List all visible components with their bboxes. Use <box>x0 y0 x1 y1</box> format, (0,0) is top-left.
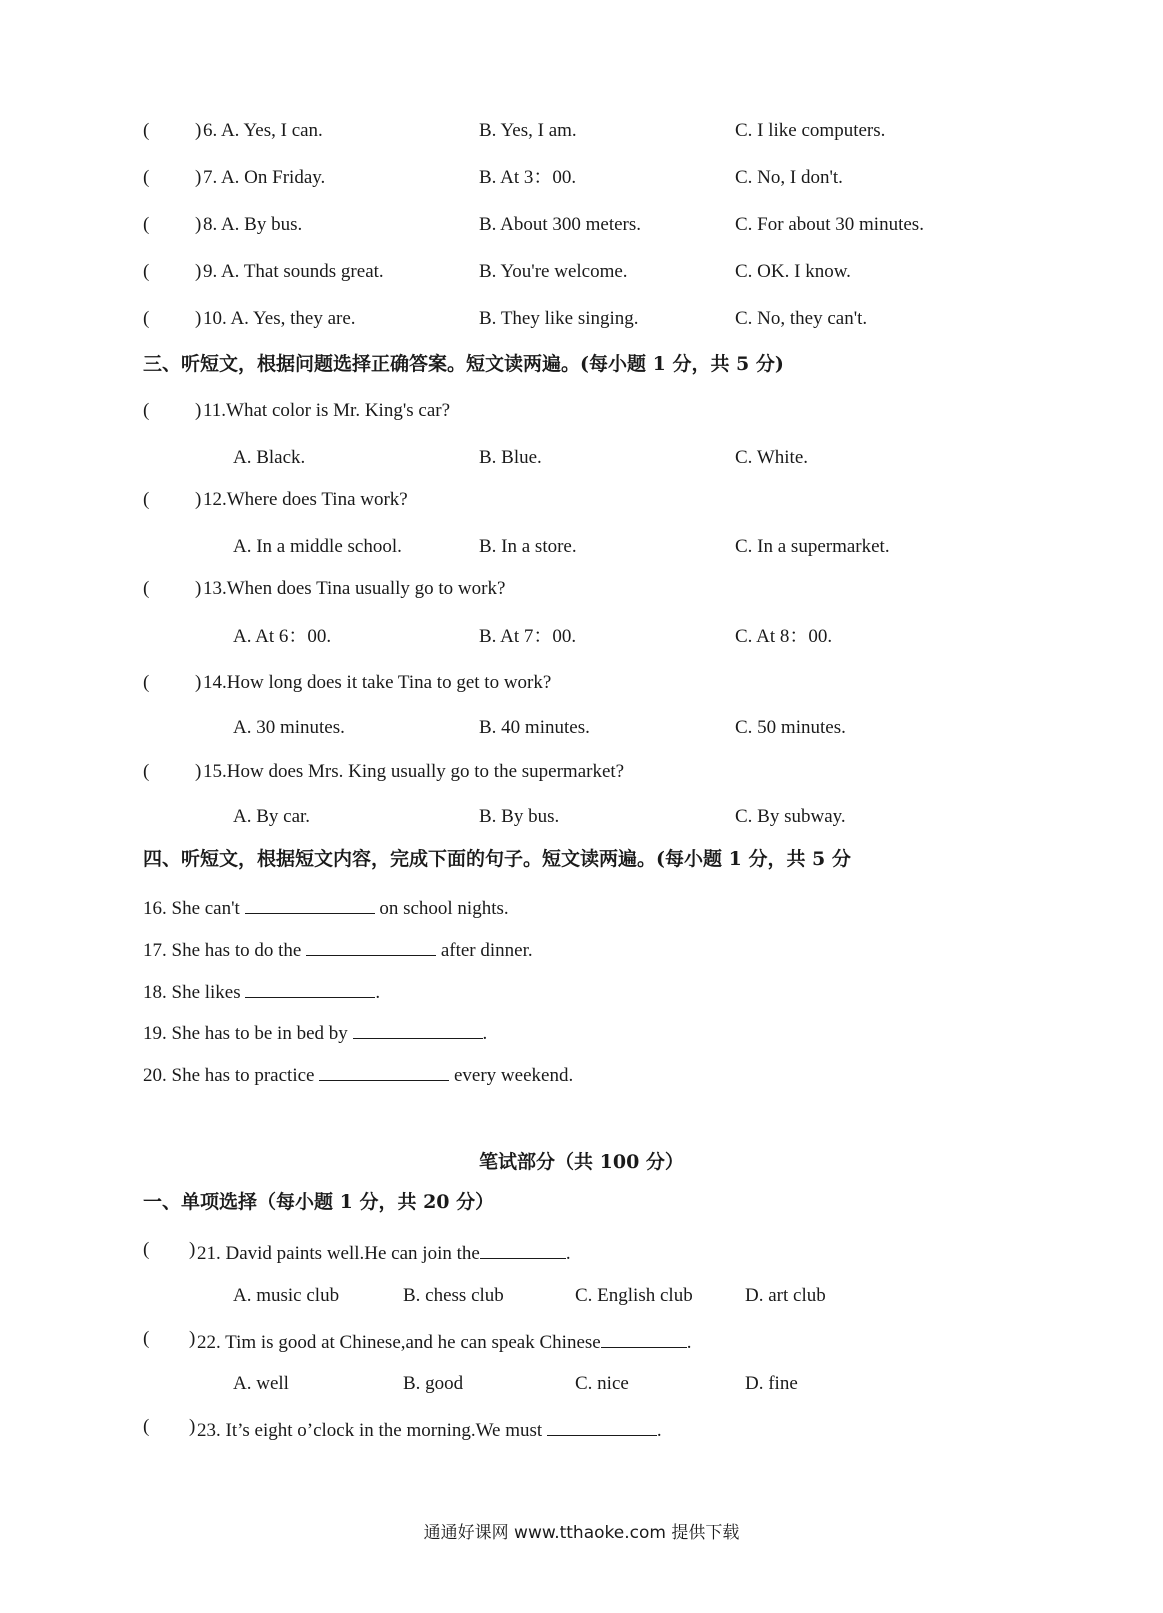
question-end: . <box>656 1420 662 1441</box>
option-c: C. I like computers. <box>735 120 886 141</box>
option-d: D. fine <box>745 1373 798 1394</box>
answer-paren-open: ( <box>143 261 150 282</box>
question-text: 14.How long does it take Tina to get to work? <box>203 672 552 693</box>
option-b: B. You're welcome. <box>479 261 628 282</box>
footer-download-note: 通通好课网 www.tthaoke.com 提供下载 <box>423 1523 740 1543</box>
option-a: A. well <box>233 1373 289 1394</box>
section-heading: 三、听短文，根据问题选择正确答案。短文读两遍。(每小题 1 分，共 5 分) <box>143 353 784 375</box>
answer-paren-close: ) <box>195 120 202 141</box>
sentence-end: . <box>375 982 381 1003</box>
option-a: A. Black. <box>233 447 306 468</box>
answer-blank[interactable] <box>306 937 436 956</box>
question-text: 11.What color is Mr. King's car? <box>203 400 451 421</box>
answer-paren-close: ) <box>195 489 202 510</box>
answer-blank[interactable] <box>245 895 375 914</box>
fill-sentence <box>143 937 533 960</box>
option-c: C. No, I don't. <box>735 167 843 188</box>
answer-paren-open: ( <box>143 1416 150 1437</box>
option-b: B. In a store. <box>479 536 577 557</box>
question-text: 12.Where does Tina work? <box>203 489 408 510</box>
question-text <box>197 1417 662 1440</box>
answer-paren-close: ) <box>195 308 202 329</box>
option-c: C. At 8：00. <box>735 626 833 647</box>
question-text: 13.When does Tina usually go to work? <box>203 578 506 599</box>
option-b: B. Blue. <box>479 447 542 468</box>
answer-blank[interactable] <box>601 1329 687 1348</box>
written-part-title: 笔试部分（共 100 分） <box>479 1151 684 1173</box>
option-b: B. Yes, I am. <box>479 120 577 141</box>
answer-paren-open: ( <box>143 1328 150 1349</box>
answer-blank[interactable] <box>245 979 375 998</box>
fill-sentence <box>143 979 380 1002</box>
sentence-start: 16. She can't <box>143 898 245 919</box>
answer-paren-close: ) <box>195 261 202 282</box>
answer-paren-open: ( <box>143 400 150 421</box>
answer-paren-open: ( <box>143 214 150 235</box>
question-text <box>197 1240 571 1263</box>
option-c: C. No, they can't. <box>735 308 868 329</box>
option-b: B. About 300 meters. <box>479 214 642 235</box>
answer-blank[interactable] <box>547 1417 657 1436</box>
fill-sentence <box>143 1020 487 1043</box>
fill-sentence <box>143 895 509 918</box>
answer-paren-close: ) <box>195 167 202 188</box>
option-b: B. 40 minutes. <box>479 717 590 738</box>
option-a: A. In a middle school. <box>233 536 402 557</box>
section-heading: 一、单项选择（每小题 1 分，共 20 分） <box>143 1191 495 1213</box>
answer-paren-open: ( <box>143 489 150 510</box>
answer-blank[interactable] <box>353 1020 483 1039</box>
answer-paren-open: ( <box>143 308 150 329</box>
option-a: A. 30 minutes. <box>233 717 345 738</box>
fill-sentence <box>143 1062 573 1085</box>
answer-paren-close: ) <box>195 672 202 693</box>
option-b: B. chess club <box>403 1285 504 1306</box>
answer-paren-close: ) <box>195 214 202 235</box>
question-stem: 21. David paints well.He can join the <box>197 1243 480 1264</box>
option-c: C. English club <box>575 1285 693 1306</box>
answer-paren-close: ) <box>189 1328 196 1349</box>
option-c: C. OK. I know. <box>735 261 851 282</box>
answer-paren-open: ( <box>143 761 150 782</box>
option-c: C. 50 minutes. <box>735 717 846 738</box>
sentence-end: . <box>482 1023 488 1044</box>
question-stem: 23. It’s eight o’clock in the morning.We must <box>197 1420 547 1441</box>
section-heading: 四、听短文，根据短文内容，完成下面的句子。短文读两遍。(每小题 1 分，共 5 分 <box>143 848 851 870</box>
answer-paren-close: ) <box>195 578 202 599</box>
option-a: 6. A. Yes, I can. <box>203 120 323 141</box>
answer-paren-close: ) <box>195 761 202 782</box>
option-c: C. By subway. <box>735 806 846 827</box>
answer-paren-close: ) <box>195 400 202 421</box>
sentence-end: on school nights. <box>374 898 509 919</box>
sentence-start: 17. She has to do the <box>143 940 307 961</box>
sentence-start: 19. She has to be in bed by <box>143 1023 353 1044</box>
option-a: 8. A. By bus. <box>203 214 303 235</box>
option-a: A. At 6：00. <box>233 626 332 647</box>
option-c: C. For about 30 minutes. <box>735 214 924 235</box>
option-b: B. They like singing. <box>479 308 639 329</box>
sentence-start: 20. She has to practice <box>143 1065 320 1086</box>
option-a: 7. A. On Friday. <box>203 167 326 188</box>
option-b: B. At 3：00. <box>479 167 577 188</box>
option-b: B. By bus. <box>479 806 560 827</box>
option-c: C. In a supermarket. <box>735 536 890 557</box>
sentence-start: 18. She likes <box>143 982 246 1003</box>
answer-paren-open: ( <box>143 578 150 599</box>
option-c: C. White. <box>735 447 809 468</box>
question-end: . <box>686 1332 692 1353</box>
answer-blank[interactable] <box>480 1240 566 1259</box>
option-a: A. By car. <box>233 806 311 827</box>
option-c: C. nice <box>575 1373 629 1394</box>
option-b: B. At 7：00. <box>479 626 577 647</box>
question-stem: 22. Tim is good at Chinese,and he can speak Chinese <box>197 1332 601 1353</box>
option-b: B. good <box>403 1373 464 1394</box>
answer-paren-open: ( <box>143 1239 150 1260</box>
answer-blank[interactable] <box>319 1062 449 1081</box>
sentence-end: every weekend. <box>449 1065 574 1086</box>
question-text: 15.How does Mrs. King usually go to the supermarket? <box>203 761 625 782</box>
question-text <box>197 1329 691 1352</box>
answer-paren-open: ( <box>143 167 150 188</box>
option-a: A. music club <box>233 1285 340 1306</box>
option-a: 10. A. Yes, they are. <box>203 308 356 329</box>
option-a: 9. A. That sounds great. <box>203 261 384 282</box>
question-end: . <box>565 1243 571 1264</box>
answer-paren-close: ) <box>189 1239 196 1260</box>
answer-paren-close: ) <box>189 1416 196 1437</box>
option-d: D. art club <box>745 1285 826 1306</box>
sentence-end: after dinner. <box>436 940 533 961</box>
answer-paren-open: ( <box>143 120 150 141</box>
answer-paren-open: ( <box>143 672 150 693</box>
